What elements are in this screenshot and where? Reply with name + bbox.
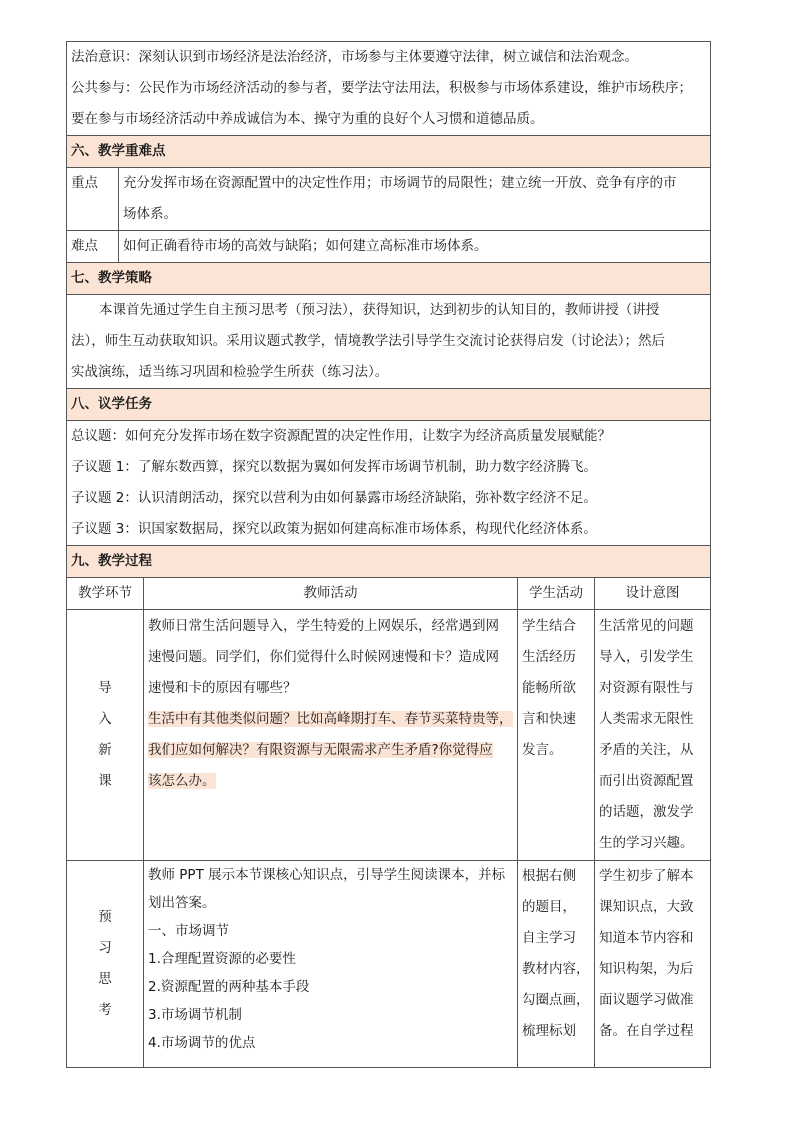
intent-line: 矛盾的关注，从: [599, 742, 694, 758]
intent-line: 生活常见的问题: [599, 618, 694, 634]
stage-char: 思: [98, 971, 112, 987]
teacher-line: 教师日常生活问题导入，学生特爱的上网娱乐，经常遇到网: [148, 618, 499, 634]
teacher-line: 3.市场调节机制: [148, 1007, 242, 1023]
intent-line: 知识构架，为后: [599, 961, 694, 977]
student-line: 生活经历: [522, 649, 576, 665]
difficult-points-label: 难点: [67, 231, 119, 263]
strategy-row: [67, 295, 711, 389]
intent-line: 面议题学习做准: [599, 992, 694, 1008]
student-line: 教材内容，: [522, 961, 590, 977]
teacher-line: 速慢问题。同学们，你们觉得什么时候网速慢和卡？造成网: [148, 649, 499, 665]
column-header: 教学环节: [67, 578, 144, 610]
process-row-preview: [67, 861, 711, 1068]
process-header-row: [67, 578, 711, 610]
task-line: 总议题：如何充分发挥市场在数字资源配置的决定性作用，让数字为经济高质量发展赋能？: [71, 428, 611, 444]
column-header: 学生活动: [518, 578, 595, 610]
strategy-line: 实战演练，适当练习巩固和检验学生所获（练习法）。: [71, 364, 389, 380]
stage-char: 新: [98, 742, 112, 758]
section-title: 八、议学任务: [67, 389, 711, 421]
column-header: 设计意图: [595, 578, 711, 610]
teacher-activity-cell: [144, 610, 518, 861]
teacher-line: 划出答案。: [148, 895, 216, 911]
intent-line: 的话题，激发学: [599, 804, 694, 820]
intent-line: 备。在自学过程: [599, 1023, 694, 1039]
column-header: 教师活动: [144, 578, 518, 610]
student-line: 根据右侧: [522, 868, 576, 884]
stage-char: 导: [98, 680, 112, 696]
key-points-text: 场体系。: [123, 206, 177, 222]
stage-cell: [67, 861, 144, 1068]
section-header-7: [67, 263, 711, 295]
section-header-8: [67, 389, 711, 421]
section-header-9: [67, 546, 711, 578]
student-line: 发言。: [522, 742, 563, 758]
stage-char: 习: [98, 940, 112, 956]
intent-line: 学生初步了解本: [599, 868, 694, 884]
teacher-line: 教师 PPT 展示本节课核心知识点，引导学生阅读课本，并标: [148, 867, 506, 883]
tasks-row: [67, 421, 711, 546]
strategy-line: 本课首先通过学生自主预习思考（预习法），获得知识，达到初步的认知目的，教师讲授（讲授: [99, 302, 660, 318]
student-line: 言和快速: [522, 711, 576, 727]
stage-char: 预: [98, 909, 112, 925]
difficult-points-text: 如何正确看待市场的高效与缺陷；如何建立高标准市场体系。: [119, 231, 711, 263]
process-row-intro: [67, 610, 711, 861]
student-line: 自主学习: [522, 930, 576, 946]
student-line: 梳理标划: [522, 1023, 576, 1039]
literacy-row: [67, 42, 711, 136]
literacy-line: 法治意识：深刻认识到市场经济是法治经济，市场参与主体要遵守法律，树立诚信和法治观念。: [71, 49, 638, 65]
section-title: 六、教学重难点: [67, 136, 711, 168]
task-line: 子议题 3：识国家数据局，探究以政策为据如何建高标准市场体系，构现代化经济体系。: [71, 521, 597, 537]
stage-char: 入: [98, 711, 112, 727]
student-line: 能畅所欲: [522, 680, 576, 696]
stage-char: 课: [98, 773, 112, 789]
teacher-line: 1.合理配置资源的必要性: [148, 951, 296, 967]
task-line: 子议题 1：了解东数西算，探究以数据为翼如何发挥市场调节机制，助力数字经济腾飞。: [71, 459, 597, 475]
key-points-row: [67, 168, 711, 231]
intent-line: 课知识点，大致: [599, 899, 694, 915]
teacher-line: 一、市场调节: [148, 923, 229, 939]
student-activity-cell: [518, 861, 595, 1068]
teacher-line: 2.资源配置的两种基本手段: [148, 979, 310, 995]
strategy-line: 法），师生互动获取知识。采用议题式教学，情境教学法引导学生交流讨论获得启发（讨论法）；然后: [71, 333, 665, 349]
student-line: 学生结合: [522, 618, 576, 634]
intent-line: 对资源有限性与: [599, 680, 694, 696]
literacy-line: 公共参与：公民作为市场经济活动的参与者，要学法守法用法，积极参与市场体系建设，维护市场秩序；: [71, 80, 692, 96]
section-title: 七、教学策略: [67, 263, 711, 295]
stage-char: 考: [98, 1002, 112, 1018]
teacher-line-highlighted: 我们应如何解决？有限资源与无限需求产生矛盾?你觉得应: [148, 742, 493, 758]
key-points-text: 充分发挥市场在资源配置中的决定性作用；市场调节的局限性；建立统一开放、竞争有序的市: [123, 175, 677, 191]
lesson-plan-table: [66, 41, 711, 1068]
stage-cell: [67, 610, 144, 861]
literacy-line: 要在参与市场经济活动中养成诚信为本、操守为重的良好个人习惯和道德品质。: [71, 111, 544, 127]
design-intent-cell: [595, 861, 711, 1068]
student-line: 的题目，: [522, 899, 576, 915]
intent-line: 人类需求无限性: [599, 711, 694, 727]
key-points-label: 重点: [67, 168, 119, 231]
intent-line: 而引出资源配置: [599, 773, 694, 789]
teacher-line: 4.市场调节的优点: [148, 1035, 256, 1051]
teacher-line-highlighted: 生活中有其他类似问题？比如高峰期打车、春节买菜特贵等，: [148, 711, 513, 727]
intent-line: 生的学习兴趣。: [599, 835, 694, 851]
design-intent-cell: [595, 610, 711, 861]
student-activity-cell: [518, 610, 595, 861]
task-line: 子议题 2：认识清朗活动，探究以营利为由如何暴露市场经济缺陷，弥补数字经济不足。: [71, 490, 597, 506]
section-title: 九、教学过程: [67, 546, 711, 578]
teacher-line: 速慢和卡的原因有哪些？: [148, 680, 297, 696]
intent-line: 知道本节内容和: [599, 930, 694, 946]
difficult-points-row: [67, 231, 711, 263]
teacher-line-highlighted: 该怎么办。: [148, 773, 216, 789]
intent-line: 导入，引发学生: [599, 649, 694, 665]
teacher-activity-cell: [144, 861, 518, 1068]
section-header-6: [67, 136, 711, 168]
student-line: 勾圈点画，: [522, 992, 590, 1008]
